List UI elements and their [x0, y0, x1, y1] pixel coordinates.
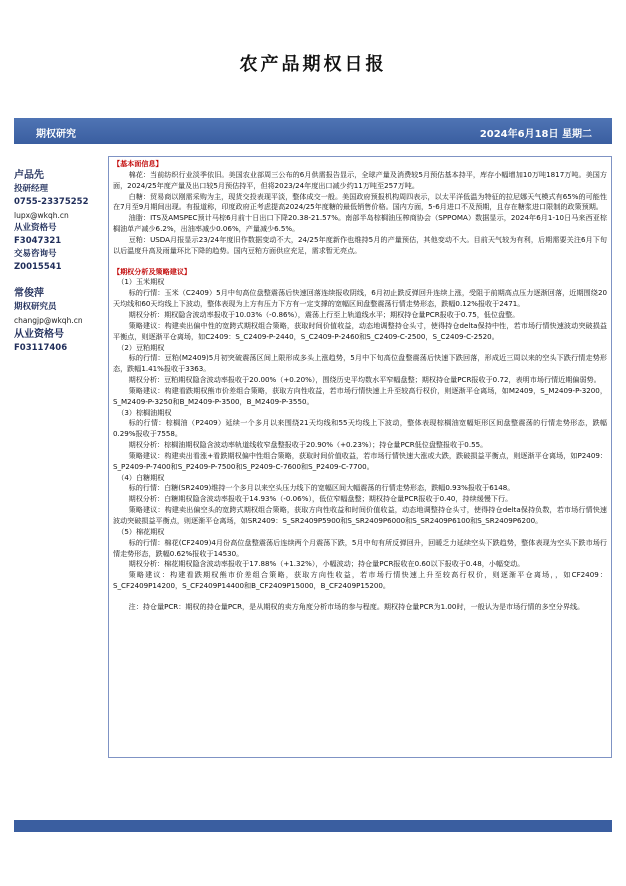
analysis-paragraph: 策略建议：构建卖出看涨+看跌期权偏中性组合策略，获取时间价值收益，若市场行情快速大涨或大跌，跌破损益平衡点，则逐渐平仓离场，如P2409：S_P2409-P-7400和S_P2409-P-7500和S_P2409-C-7600和S_P2409-C-7700。: [113, 450, 607, 471]
analyst-email: changjp@wkqh.cn: [14, 316, 83, 325]
analysis-paragraph: 标的行情：白糖(SR2409)维持一个多月以来空头压力线下的宽幅区间大幅震荡的行情走势形态，跌幅0.93%报收于6148。: [128, 483, 515, 493]
analysis-paragraph: 标的行情：玉米（C2409）5月中旬高位盘整震荡后快速回落连续报收阴线，6月初止跌反弹回升连续上涨，受阻于前期高点压力逐渐回落，近期围绕20天均线和60天均线上下波动，整体表现为上方有压力下方有一定支撑的宽幅区间盘整震荡行情走势形态，跌幅0.12%报收于2471。: [113, 288, 607, 309]
report-body: [108, 156, 612, 758]
pcr-note: 注：持仓量PCR：期权的持仓量PCR，是从期权的卖方角度分析市场的参与程度。期权持仓量PCR为1.00时，一般认为是市场行情的多空分界线。: [128, 601, 585, 611]
analysis-paragraph: 期权分析：棕榈油期权隐含波动率轨道线收窄盘整报收于20.90%（+0.23%）；持仓量PCR低位盘整报收于0.55。: [128, 440, 488, 450]
section-label: 期权研究: [36, 129, 76, 140]
license-label: 从业资格号: [14, 329, 64, 340]
analysis-paragraph: 策略建议：构建卖出偏空头的宽跨式期权组合策略，获取方向性收益和时间价值收益，动态地调整持仓头寸，使得持仓delta保持负数，若市场行情快速波动突破损益平衡点，则逐渐平仓离场，如SR2409：S_SR2409P5900和S_SR2409P6000和S_SR2409P6100和S_SR2409P6200。: [113, 505, 607, 525]
analysis-paragraph: 期权分析：白糖期权隐含波动率报收于14.93%（-0.06%），低位窄幅盘整；期权持仓量PCR报收于0.40，持续缓慢下行。: [128, 494, 513, 504]
consult-number: Z0015541: [14, 262, 62, 272]
option-header-corn: （1）玉米期权: [117, 277, 165, 287]
analysis-paragraph: 标的行情：棉花(CF2409)4月份高位盘整震荡后连续两个月震荡下跌，5月中旬有所反弹回升，回暖乏力延续空头下跌趋势，整体表现为空头下跌市场行情走势形态，跌幅0.62%报收于14530。: [113, 537, 607, 558]
analyst-name: 卢品先: [14, 170, 44, 181]
basic-paragraph: 棉花：当前纺织行业淡季依旧。美国农业部周三公布的6月供需报告显示，全球产量及消费较5月预估基本持平，库存小幅增加10万吨1817万吨。美国方面，2024/25年度产量及出口较5月预估持平，但将2023/24年度出口减少约11万吨至257万吨。: [113, 169, 607, 190]
analyst-email: lupx@wkqh.cn: [14, 211, 69, 220]
analyst-role: 投研经理: [14, 184, 49, 194]
option-header-soymeal: （2）豆粕期权: [117, 342, 165, 352]
analysis-paragraph: 期权分析：豆粕期权隐含波动率报收于20.00%（+0.20%），围绕历史平均数水平窄幅盘整；期权持仓量PCR报收于0.72，表明市场行情近期偏弱势。: [128, 375, 601, 385]
report-title: 农产品期权日报: [239, 54, 387, 75]
analyst-phone: 0755-23375252: [14, 197, 89, 207]
header-banner: [14, 118, 612, 144]
analysis-paragraph: 标的行情：豆粕(M2409)5月初突破震荡区间上限形成多头上涨趋势，5月中下旬高位盘整震荡后快速下跌回落，形成近三周以来的空头下跌行情走势形态，跌幅1.41%报收于3363。: [113, 353, 607, 374]
analysis-paragraph: 标的行情：棕榈油（P2409）延续一个多月以来围绕21天均线和55天均线上下波动，整体表现棕榈油宽幅矩形区间盘整震荡的行情走势形态，跌幅0.29%报收于7558。: [113, 418, 607, 439]
analysis-paragraph: 期权分析：棉花期权隐含波动率报收于17.88%（+1.32%），小幅波动；持仓量PCR报收在0.60以下报收于0.48，小幅变动。: [128, 559, 525, 569]
license-label: 从业资格号: [14, 223, 57, 233]
option-header-cotton: （5）棉花期权: [117, 526, 165, 536]
license-number: F03117406: [14, 343, 68, 353]
analyst-sidebar: [14, 168, 106, 355]
strategy-section-title: 【期权分析及策略建议】: [113, 266, 192, 276]
analysis-paragraph: 策略建议：构建卖出偏中性的宽跨式期权组合策略，获取时间价值收益，动态地调整持仓头寸，使得持仓delta保持中性，若市场行情快速波动突破损益平衡点，则逐渐平仓离场，如C2409：S_C2409-P-2440，S_C2409-P-2460和S_C2409-C-2500，S_C2409-C-2520。: [113, 320, 607, 341]
analysis-paragraph: 策略建议：构建看跌期权熊市价差组合策略，获取方向性收益，若市场行情快速上升至较高行权价，则逐渐平仓离场，，如CF2409：S_CF2409P14200，S_CF2409P14400和B_CF2409P15000，B_CF2409P15200。: [113, 570, 607, 591]
consult-label: 交易咨询号: [14, 249, 57, 259]
analysis-paragraph: 期权分析：期权隐含波动率报收于10.03%（-0.86%），震荡上行至上轨道线水平；期权持仓量PCR报收于0.75，低位盘整。: [128, 309, 520, 319]
basic-paragraph: 豆粕：USDA月报显示23/24年度旧作数据变动不大，24/25年度新作也维持5月的产量预估，其他变动不大。目前天气较为有利，后期需要关注6月下旬以后温度升高及雨量环比下降的趋势。国内豆粕方面供应充足，需求暂无亮点。: [113, 234, 607, 255]
report-date: 2024年6月18日 星期二: [479, 129, 592, 140]
basic-section-title: 【基本面信息】: [113, 159, 163, 168]
analyst-name: 常俊萍: [14, 288, 44, 299]
analyst-role: 期权研究员: [14, 302, 57, 312]
analysis-paragraph: 策略建议：构建看跌期权熊市价差组合策略，获取方向性收益，若市场行情快速上升至较高行权价，则逐渐平仓离场，如M2409，S_M2409-P-3200，S_M2409-P-3250和B_M2409-P-3500，B_M2409-P-3550。: [113, 385, 607, 406]
basic-paragraph: 油脂：ITS及AMSPEC预计马棕6月前十日出口下降20.38-21.57%。南部半岛棕榈油压榨商协会（SPPOMA）数据显示，2024年6月1-10日马来西亚棕榈油单产减少6.2%，出油率减少0.06%，产量减少6.5%。: [113, 213, 607, 234]
option-header-sugar: （4）白糖期权: [117, 472, 165, 482]
basic-paragraph: 白糖：贸易商以刚需采购为主，现货交投表现平淡，整体成交一般。美国政府预报机构周四表示，以太平洋低温为特征的拉尼娜天气模式有65%的可能性在7月至9月期间出现。有报道称，印度政府正考虑提高2024/25年度糖的最低销售价格。国内方面，5-6月进口不及预期，且存在糖浆进口限制的政策预期。: [113, 191, 607, 212]
license-number: F3047321: [14, 236, 62, 246]
footer-bar: [14, 820, 612, 832]
option-header-palm-oil: （3）棕榈油期权: [117, 407, 172, 417]
